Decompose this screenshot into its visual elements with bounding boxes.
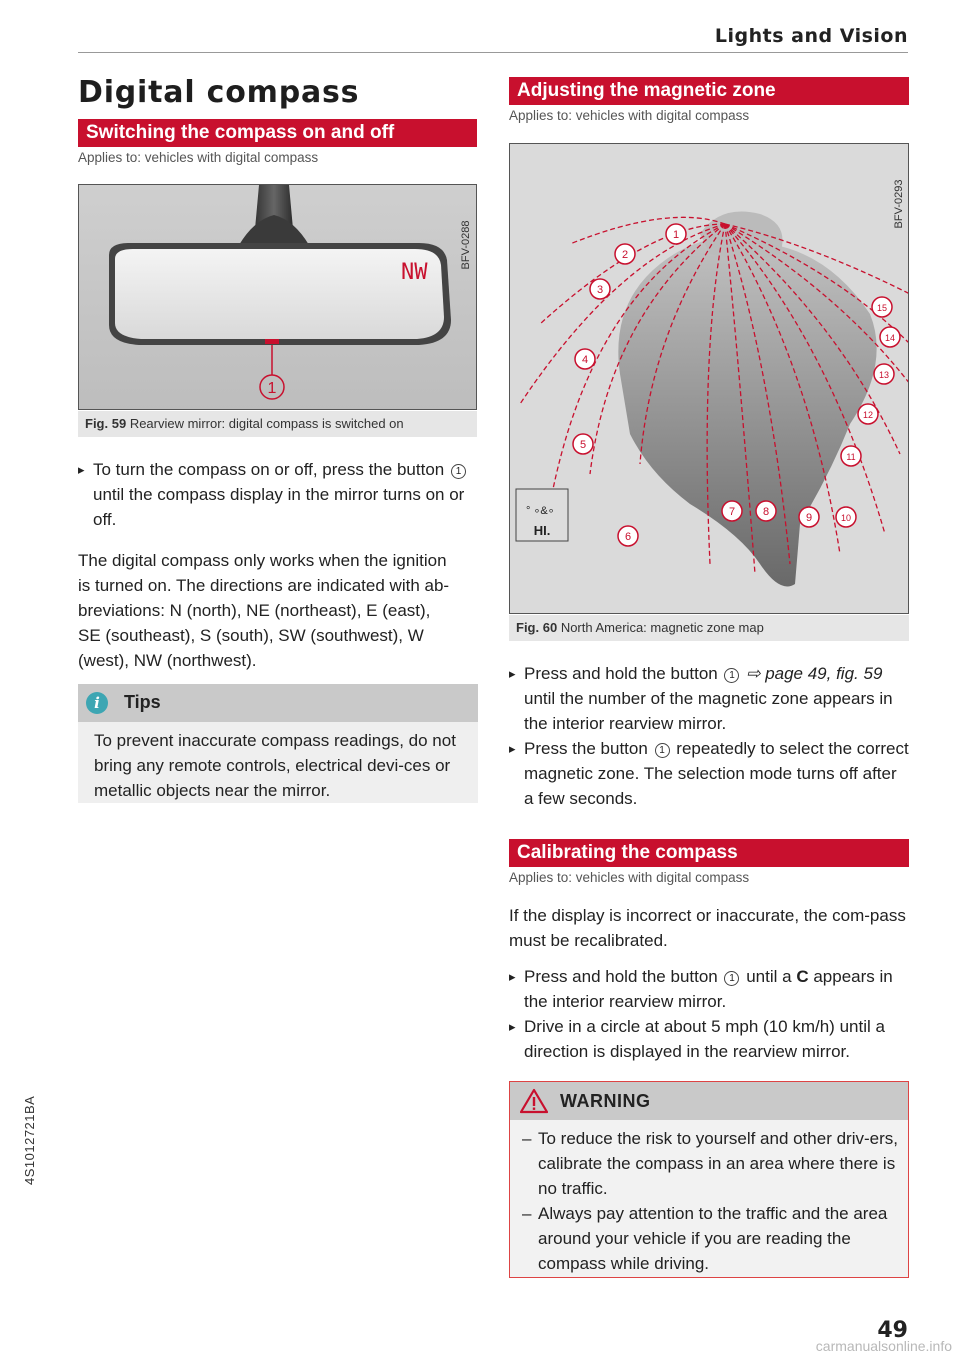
bullet-text: until the compass display in the mirror turns on or off. [93, 485, 465, 529]
zone-15: 15 [876, 303, 888, 313]
page-reference[interactable]: ⇨ page 49, fig. 59 [746, 664, 883, 683]
subsection-title: Switching the compass on and off [78, 119, 477, 147]
directions-paragraph [78, 548, 478, 673]
zone-8: 8 [762, 506, 770, 518]
para-line: The digital compass only works when the ignition [78, 551, 447, 570]
warning-triangle-icon [520, 1088, 548, 1114]
info-icon: i [86, 692, 108, 714]
para-line: is turned on. The directions are indicated with ab- [78, 576, 450, 595]
bullet-text: until a [746, 967, 792, 986]
figure-60-map [509, 143, 909, 614]
page-title: Digital compass [78, 75, 360, 110]
zone-4: 4 [581, 354, 589, 366]
tips-header [78, 684, 478, 722]
zone-9: 9 [805, 512, 813, 524]
section-title: Lights and Vision [714, 25, 908, 47]
figure-59-caption [78, 411, 477, 437]
zone-12: 12 [862, 410, 874, 420]
zone-1: 1 [672, 229, 680, 241]
figure-code: BFV-0288 [460, 220, 472, 270]
zone-section-title: Adjusting the magnetic zone [509, 77, 909, 105]
warning-item: – Always pay attention to the traffic and the area around your vehicle if you are reading the compass while driving. [510, 1201, 900, 1276]
calibrate-letter: C [796, 967, 809, 986]
zone-11: 11 [846, 452, 856, 462]
para-line: (west), NW (northwest). [78, 651, 257, 670]
caption-text: North America: magnetic zone map [560, 620, 764, 635]
warning-item: – To reduce the risk to yourself and other driv-ers, calibrate the compass in an area where there is no traffic. [510, 1126, 900, 1201]
bullet-press-hold-zone [509, 661, 909, 736]
zone-13: 13 [878, 370, 890, 380]
warning-box [509, 1081, 909, 1278]
warning-header [510, 1082, 908, 1120]
bullet-text: Press the button [524, 739, 648, 758]
bullet-text: To turn the compass on or off, press the button [93, 460, 445, 479]
button-ref-1: 1 [451, 464, 466, 479]
bullet-drive-circle: ▸ Drive in a circle at about 5 mph (10 km/h) until a direction is displayed in the rearview mirror. [509, 1014, 909, 1064]
figure-59-mirror [78, 184, 477, 410]
bullet-turn-on-off [78, 457, 477, 532]
svg-text:° ∘&∘: ° ∘&∘ [526, 505, 555, 517]
bullet-select-zone [509, 736, 909, 811]
watermark: carmanualsonline.info [815, 1338, 952, 1354]
mirror-compass-display: NW [401, 260, 428, 285]
para-line: breviations: N (north), NE (northeast), E (east), [78, 601, 431, 620]
bullet-text: until the number of the magnetic zone appears in the interior rearview mirror. [524, 689, 893, 733]
bullet-text: repeatedly to select the correct magnetic zone. The selection mode turns off after a few seconds. [524, 739, 909, 808]
calibrate-paragraph: If the display is incorrect or inaccurate, the com-pass must be recalibrated. [509, 906, 906, 950]
zone-7: 7 [728, 506, 736, 518]
zone-applies-to: Applies to: vehicles with digital compass [509, 108, 750, 123]
hi-label: HI. [533, 523, 551, 538]
zone-10: 10 [840, 513, 852, 523]
callout-1: 1 [267, 380, 277, 397]
magnetic-zone-map [510, 144, 909, 614]
bullet-press-hold-calibrate [509, 964, 909, 1014]
page-reference-text: page 49, fig. 59 [765, 664, 883, 683]
page-number: 49 [877, 1318, 908, 1343]
bullet-text: Press and hold the button [524, 664, 718, 683]
tips-text: To prevent inaccurate compass readings, do not bring any remote controls, electrical devi-ces or metallic objects near the mirror. [94, 731, 456, 800]
button-ref-1: 1 [724, 971, 739, 986]
figure-code: BFV-0293 [893, 179, 905, 229]
bullet-text: appears in the interior rearview mirror. [524, 967, 893, 1011]
zone-14: 14 [884, 333, 896, 343]
zone-6: 6 [624, 531, 632, 543]
button-ref-1: 1 [724, 668, 739, 683]
bullet-text: Press and hold the button [524, 967, 718, 986]
figure-60-caption [509, 615, 909, 641]
button-ref-1: 1 [655, 743, 670, 758]
tips-label: Tips [124, 692, 161, 712]
header-rule [78, 52, 908, 53]
zone-5: 5 [579, 439, 587, 451]
mirror-illustration [79, 185, 477, 410]
calibrate-applies-to: Applies to: vehicles with digital compass [509, 870, 750, 885]
caption-text: Rearview mirror: digital compass is switched on [129, 416, 404, 431]
warning-label: WARNING [560, 1091, 651, 1111]
para-line: SE (southeast), S (south), SW (southwest), W [78, 626, 424, 645]
document-code: 4S1012721BA [22, 1095, 37, 1185]
zone-2: 2 [621, 249, 629, 261]
applies-to: Applies to: vehicles with digital compass [78, 150, 319, 165]
calibrate-section-title: Calibrating the compass [509, 839, 909, 867]
caption-number: Fig. 59 [85, 416, 127, 431]
zone-3: 3 [596, 284, 604, 296]
caption-number: Fig. 60 [516, 620, 558, 635]
tips-box [78, 684, 478, 803]
